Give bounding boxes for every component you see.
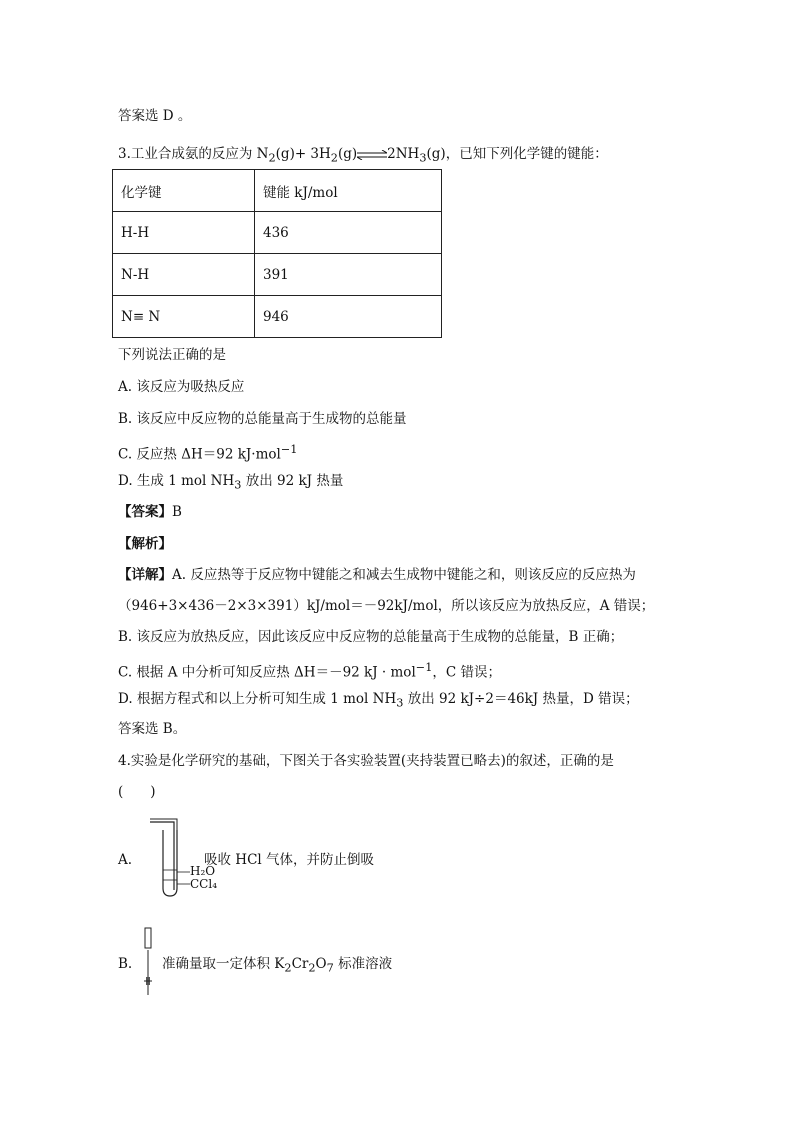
question-4-brackets: ( ) <box>118 784 156 800</box>
option-d: D. 生成 1 mol $NH_3$ 放出 92 kJ 热量 <box>118 473 344 492</box>
equilibrium-arrow-icon <box>357 150 387 160</box>
burette-icon <box>140 927 158 999</box>
bond-energy-table <box>112 169 442 338</box>
table-row <box>113 212 442 254</box>
table-cell: 391 <box>255 254 442 296</box>
answer-line <box>118 503 182 521</box>
question-3-stem: 3.工业合成氨的反应为 $N_2(g)+ 3H_2(g)$ $2NH_3(g)$，已知下列化学键的键能： <box>118 146 608 165</box>
previous-answer: 答案选 D 。 <box>118 108 192 124</box>
question-prompt: 下列说法正确的是 <box>118 347 226 363</box>
option-b: B. 该反应中反应物的总能量高于生成物的总能量 <box>118 411 407 427</box>
this-answer: 答案选 B。 <box>118 721 187 737</box>
q4-option-b-label: B. <box>118 956 133 972</box>
option-a: A. 该反应为吸热反应 <box>118 379 245 395</box>
table-cell: 436 <box>255 212 442 254</box>
q4-option-a-label: A. <box>118 852 133 868</box>
detail-line-5: D. 根据方程式和以上分析可知生成 1 mol $NH_3$ 放出 92 kJ÷2＝46kJ 热量，D 错误； <box>118 691 639 710</box>
table-header-cell: 键能 kJ/mol <box>255 170 442 212</box>
water-layer-label: H₂O <box>190 864 216 878</box>
table-row <box>113 254 442 296</box>
table-row <box>113 296 442 338</box>
detail-line-4: C. 根据 A 中分析可知反应热 ΔH＝－92 kJ · mol$^{-1}$，C 错误； <box>118 661 501 681</box>
q4-option-a-text: 吸收 HCl 气体，并防止倒吸 <box>204 852 375 868</box>
table-cell: N≡ N <box>113 296 255 338</box>
table-cell: N-H <box>113 254 255 296</box>
detail-line-3: B. 该反应为放热反应，因此该反应中反应物的总能量高于生成物的总能量，B 正确； <box>118 629 624 645</box>
table-cell: H-H <box>113 212 255 254</box>
answer-tag: 【答案】 <box>118 504 172 520</box>
question-4-stem: 4.实验是化学研究的基础，下图关于各实验装置(夹持装置已略去)的叙述，正确的是 <box>118 753 614 769</box>
detail-tag: 【详解】 <box>118 567 172 583</box>
detail-line-2: （946+3×436－2×3×391）kJ/mol＝－92kJ/mol，所以该反应为放热反应，A 错误； <box>118 598 655 614</box>
detail-line-1: 【详解】A. 反应热等于反应物中键能之和减去生成物中键能之和，则该反应的反应热为 <box>118 567 636 583</box>
gas-absorption-apparatus-icon <box>146 818 190 902</box>
ccl4-layer-label: CCl₄ <box>190 877 218 891</box>
analysis-tag: 【解析】 <box>118 536 172 552</box>
table-header-row <box>113 170 442 212</box>
answer-value: B <box>172 504 182 520</box>
table-header-cell: 化学键 <box>113 170 255 212</box>
q4-option-b-text: 准确量取一定体积 $K_2Cr_2O_7$ 标准溶液 <box>162 956 393 975</box>
option-c: C. 反应热 ΔH＝92 kJ·mol$^{-1}$ <box>118 443 298 463</box>
table-cell: 946 <box>255 296 442 338</box>
